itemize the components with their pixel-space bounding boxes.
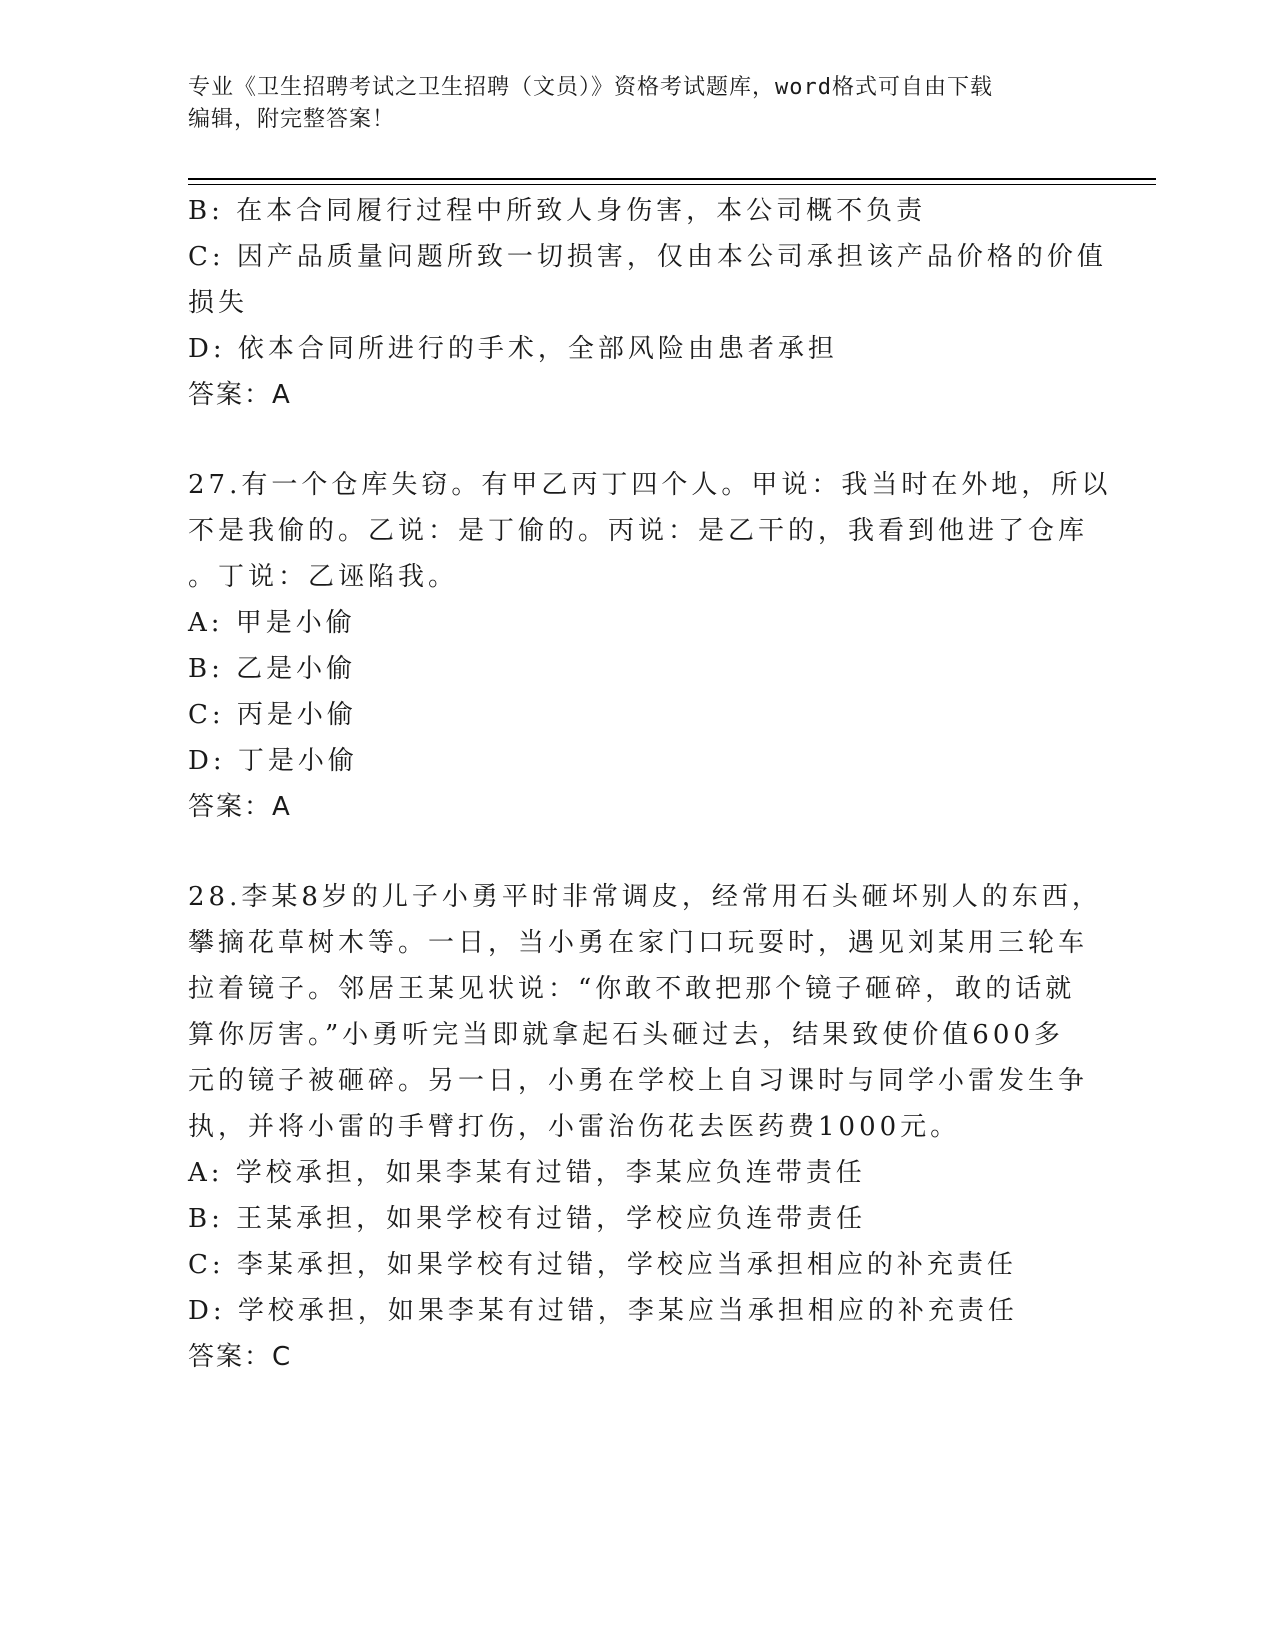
- q28-stem-line-6: 执，并将小雷的手臂打伤，小雷治伤花去医药费1000元。: [188, 1112, 961, 1142]
- q28-option-d: D: 学校承担，如果李某有过错，李某应当承担相应的补充责任: [188, 1296, 1018, 1326]
- q27-stem-line-2: 不是我偷的。乙说：是丁偷的。丙说：是乙干的，我看到他进了仓库: [188, 516, 1089, 546]
- q28-stem-line-5: 元的镜子被砸碎。另一日，小勇在学校上自习课时与同学小雷发生争: [188, 1066, 1089, 1096]
- q26-option-c-line-2: 损失: [188, 288, 249, 318]
- q28-stem-line-2: 攀摘花草树木等。一日，当小勇在家门口玩耍时，遇见刘某用三轮车: [188, 928, 1089, 958]
- q28-answer: 答案：C: [188, 1342, 293, 1372]
- q28-stem-line-3: 拉着镜子。邻居王某见状说：“你敢不敢把那个镜子砸碎，敢的话就: [188, 974, 1076, 1004]
- q28-stem-line-1: 28.李某8岁的儿子小勇平时非常调皮，经常用石头砸坏别人的东西，: [188, 882, 1102, 912]
- q26-answer: 答案：A: [188, 380, 292, 410]
- q27-stem-line-3: 。丁说：乙诬陷我。: [188, 562, 459, 592]
- q27-option-c: C: 丙是小偷: [188, 700, 357, 730]
- q28-stem-line-4: 算你厉害。”小勇听完当即就拿起石头砸过去，结果致使价值600多: [188, 1020, 1064, 1050]
- question-content: [188, 188, 1112, 1380]
- header-divider-thick: [188, 178, 1156, 180]
- q26-option-d: D: 依本合同所进行的手术，全部风险由患者承担: [188, 334, 838, 364]
- q27-option-d: D: 丁是小偷: [188, 746, 358, 776]
- q27-option-b: B: 乙是小偷: [188, 654, 357, 684]
- q27-stem-line-1: 27.有一个仓库失窃。有甲乙丙丁四个人。甲说：我当时在外地，所以: [188, 470, 1112, 500]
- header-line-2: 编辑，附完整答案！: [188, 107, 396, 132]
- question-28: [188, 874, 1102, 1380]
- q27-answer: 答案：A: [188, 792, 292, 822]
- q28-option-c: C: 李某承担，如果学校有过错，学校应当承担相应的补充责任: [188, 1250, 1017, 1280]
- question-26: [188, 188, 1107, 418]
- spacer: [188, 418, 1088, 462]
- q26-option-c-line-1: C: 因产品质量问题所致一切损害，仅由本公司承担该产品价格的价值: [188, 242, 1107, 272]
- spacer: [188, 830, 1088, 874]
- q26-option-b: B: 在本合同履行过程中所致人身伤害，本公司概不负责: [188, 196, 927, 226]
- header-line-1: 专业《卫生招聘考试之卫生招聘（文员）》资格考试题库，word格式可自由下载: [188, 75, 993, 100]
- q28-option-b: B: 王某承担，如果学校有过错，学校应负连带责任: [188, 1204, 867, 1234]
- question-27: [188, 462, 1112, 830]
- q27-option-a: A: 甲是小偷: [188, 608, 356, 638]
- document-header: [188, 72, 1088, 136]
- header-divider-thin: [188, 184, 1156, 185]
- q28-option-a: A: 学校承担，如果李某有过错，李某应负连带责任: [188, 1158, 866, 1188]
